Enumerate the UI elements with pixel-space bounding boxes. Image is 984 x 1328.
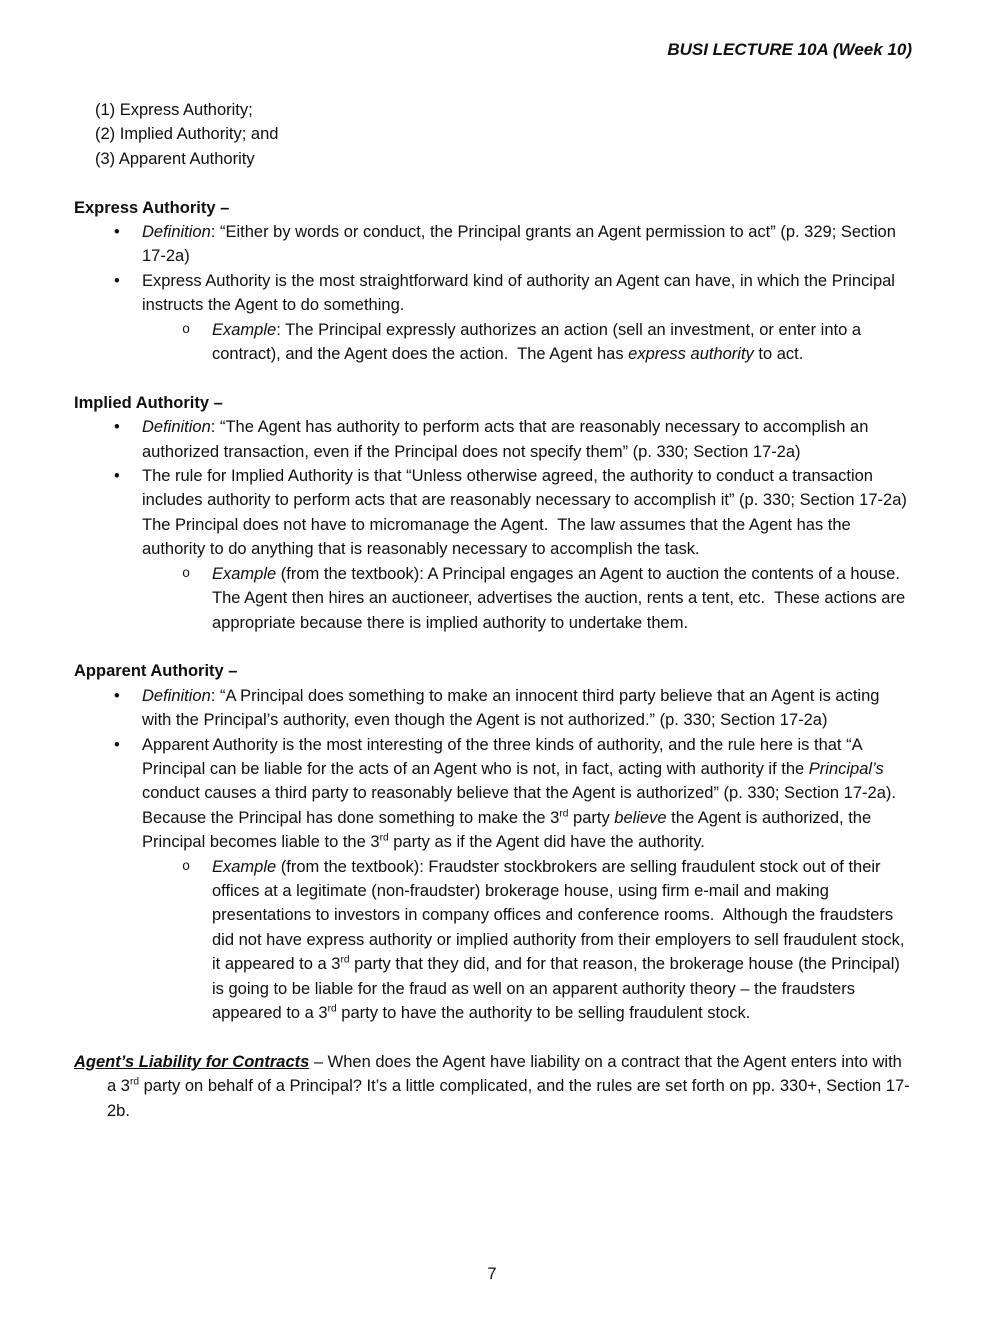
sub-bullet-item: [74, 318, 910, 367]
bullet-item: [74, 684, 910, 733]
bullet-text: Definition: “Either by words or conduct, the Principal grants an Agent permission to act” (p. 329; Section 17-2a): [142, 223, 901, 266]
sub-bullet-item: [74, 562, 910, 635]
disc-bullet-icon: •: [114, 467, 120, 486]
bullet-text: Definition: “The Agent has authority to perform acts that are reasonably necessary to accomplish an authorized transaction, even if the Principal does not specify them” (p. 330; Section 17-2a): [142, 418, 873, 461]
list-item: (1) Express Authority;: [95, 101, 253, 119]
disc-bullet-icon: •: [114, 686, 120, 705]
closing-paragraph: [74, 1050, 910, 1123]
page-number: 7: [487, 1265, 497, 1283]
bullet-text: Definition: “A Principal does something to make an innocent third party believe that an Agent is acting with the Principal’s authority, even though the Agent is not authorized.” (p. 330; Section 17-2a): [142, 686, 885, 730]
page-header-title: BUSI LECTURE 10A (Week 10): [667, 40, 912, 59]
disc-bullet-icon: •: [114, 223, 120, 242]
bullet-text: Example (from the textbook): A Principal engages an Agent to auction the contents of a house. The Agent then hires an auctioneer, advertises the auction, rents a tent, etc. These actions are appropriate because there is implied authority to undertake them.: [212, 564, 910, 632]
section-heading: Express Authority –: [74, 198, 230, 217]
sub-bullet-item: [74, 855, 910, 1026]
bullet-text: The rule for Implied Authority is that “Unless otherwise agreed, the authority to conduct a transaction includes authority to perform acts that are reasonably necessary to accomplish it” (p. 330; Section 17-2a) The Principal does not have to micromanage the Agent. The law assumes that the Agent has the authority to do anything that is reasonably necessary to accomplish the task.: [142, 467, 912, 559]
bullet-item: [74, 220, 910, 269]
bullet-text: Example: The Principal expressly authorizes an action (sell an investment, or enter into a contract), and the Agent does the action. The Agent has express authority to act.: [212, 320, 866, 364]
section-apparent-authority: [74, 659, 910, 1025]
bullet-item: [74, 269, 910, 318]
bullet-text: Apparent Authority is the most interesting of the three kinds of authority, and the rule here is that “A Principal can be liable for the acts of an Agent who is not, in fact, acting with authority if the Principal’s conduct causes a third party to reasonably believe that the Agent is authorized” (p. 330; Section 17-2a). Because the Principal has done something to make the 3rd party believe the Agent is authorized, the Principal becomes liable to the 3rd party as if the Agent did have the authority.: [142, 735, 906, 852]
section-express-authority: [74, 196, 910, 367]
closing-text: Agent’s Liability for Contracts – When does the Agent have liability on a contract that the Agent enters into with a 3rd party on behalf of a Principal? It’s a little complicated, and the rules are set forth on pp. 330+, Section 17-2b.: [74, 1052, 910, 1120]
section-heading: Implied Authority –: [74, 393, 223, 412]
list-item: (3) Apparent Authority: [95, 149, 255, 168]
document-body: [74, 98, 910, 1123]
disc-bullet-icon: •: [114, 418, 120, 437]
section-implied-authority: [74, 391, 910, 635]
list-item: (2) Implied Authority; and: [95, 125, 279, 144]
section-heading: Apparent Authority –: [74, 662, 238, 681]
disc-bullet-icon: •: [114, 735, 120, 754]
circle-bullet-icon: o: [182, 859, 191, 875]
bullet-item: [74, 464, 910, 562]
circle-bullet-icon: o: [182, 566, 191, 582]
bullet-text: Express Authority is the most straightforward kind of authority an Agent can have, in which the Principal instructs the Agent to do something.: [142, 271, 900, 315]
bullet-item: [74, 415, 910, 464]
disc-bullet-icon: •: [114, 271, 120, 290]
authority-types-list: [95, 98, 910, 171]
bullet-text: Example (from the textbook): Fraudster stockbrokers are selling fraudulent stock out of their offices at a legitimate (non-fraudster) brokerage house, using firm e-mail and making presentations to investors in company offices and conference rooms. Although the fraudsters did not have express authority or implied authority from their employers to sell fraudulent stock, it appeared to a 3rd party that they did, and for that reason, the brokerage house (the Principal) is going to be liable for the fraud as well on an apparent authority theory – the fraudsters appeared to a 3rd party to have the authority to be selling fraudulent stock.: [212, 857, 910, 1022]
bullet-item: [74, 733, 910, 855]
circle-bullet-icon: o: [182, 322, 191, 338]
